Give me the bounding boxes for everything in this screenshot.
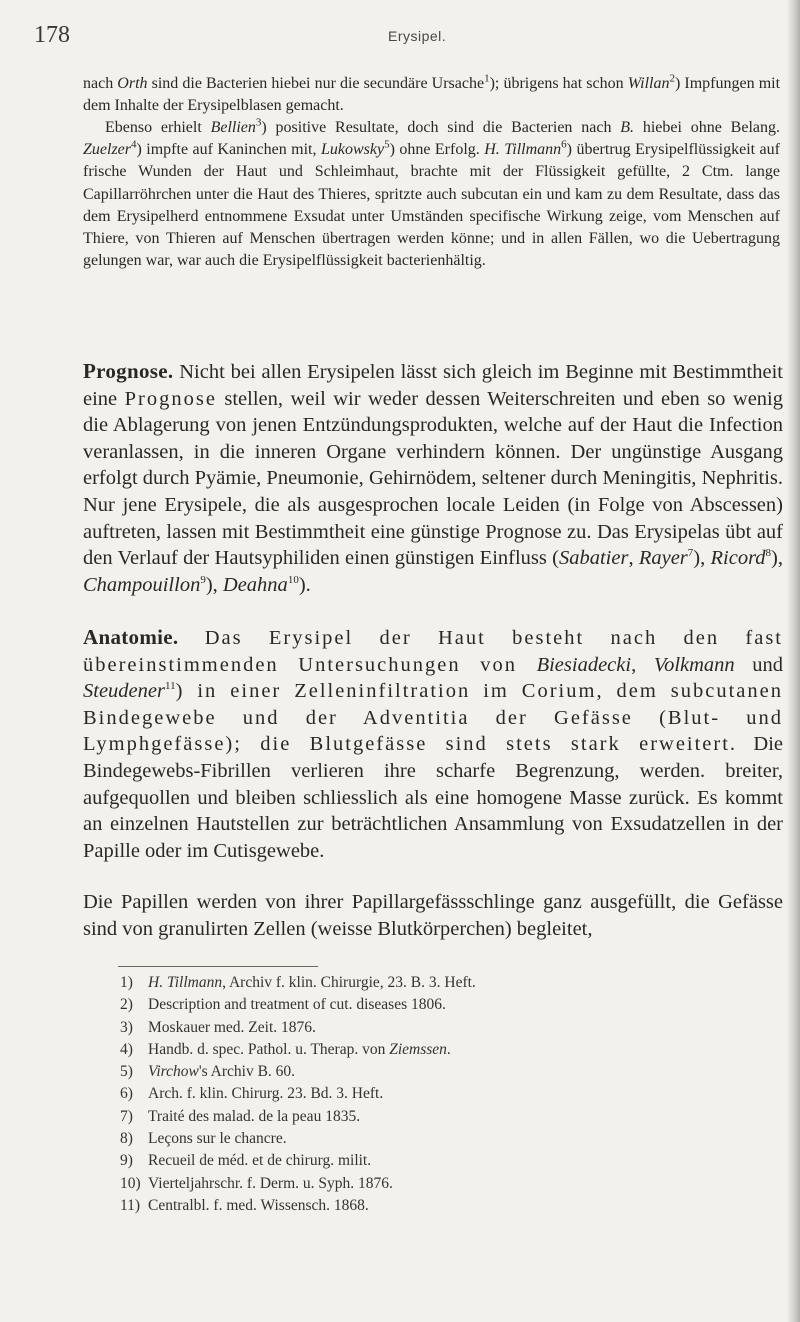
footnote-ref: 8 — [765, 547, 772, 560]
footnote-text: , Archiv f. klin. Chirurgie, 23. B. 3. Heft. — [222, 974, 476, 991]
footnote-ref: 3 — [255, 116, 262, 129]
text: ), — [205, 573, 223, 596]
author-name: Rayer — [638, 547, 688, 570]
footnote-marker: 8) — [120, 1130, 133, 1148]
footnote-marker: 2) — [120, 996, 133, 1014]
footnote-ref: 4 — [131, 138, 137, 151]
section-prognose — [83, 358, 783, 598]
footnote-marker: 11) — [120, 1196, 141, 1214]
footnote — [120, 1128, 740, 1150]
footnote — [120, 1061, 740, 1083]
footnote-text: Handb. d. spec. Pathol. u. Therap. von — [148, 1040, 390, 1058]
footnote — [120, 1173, 740, 1195]
footnote-text: Description and treatment of cut. diseases 1806. — [148, 996, 446, 1014]
author-name: Champouillon — [83, 573, 201, 596]
footnote-ref: 9 — [200, 573, 206, 586]
page-header — [28, 22, 760, 52]
footnote — [120, 972, 740, 994]
page-number: 178 — [34, 22, 70, 48]
footnote — [120, 994, 740, 1016]
author-name: H. Tillmann — [148, 974, 223, 991]
footnote — [120, 1083, 740, 1105]
footnote-text: . — [446, 1040, 451, 1058]
text: ) positive Resultate, doch sind die Bacterien nach — [261, 119, 621, 136]
author-name: Orth — [117, 75, 148, 92]
author-name: Lukowsky — [320, 141, 385, 159]
author-name: Ziemssen — [389, 1040, 447, 1058]
footnote — [120, 1150, 740, 1172]
text: ), — [771, 547, 783, 570]
page-edge-shadow — [786, 0, 800, 1322]
footnote-ref: 5 — [384, 138, 390, 151]
footnote-text: Moskauer med. Zeit. 1876. — [148, 1018, 316, 1036]
footnote-marker: 3) — [120, 1018, 133, 1036]
footnote-text: Recueil de méd. et de chirurg. milit. — [148, 1152, 372, 1170]
footnote — [120, 1106, 740, 1128]
footnote-ref: 7 — [687, 547, 694, 560]
author-name: Volkmann — [653, 653, 735, 676]
footnote-text: Traité des malad. de la peau 1835. — [148, 1107, 361, 1125]
text: ) ohne Erfolg. — [389, 141, 485, 159]
paragraph-carryover — [83, 73, 780, 117]
text: , — [628, 547, 639, 570]
text: , — [631, 653, 654, 676]
footnote-ref: 10 — [287, 573, 299, 586]
author-name: Ricord — [710, 547, 766, 570]
text: ) Impfungen mit dem Inhalte der Erysipelblasen gemacht. — [83, 75, 781, 115]
footnote-text: Arch. f. klin. Chirurg. 23. Bd. 3. Heft. — [148, 1085, 384, 1103]
footnote-ref: 1 — [484, 72, 490, 85]
footnote-marker: 5) — [120, 1063, 133, 1081]
footnote-marker: 4) — [120, 1040, 133, 1058]
author-name: Steudener — [83, 680, 165, 703]
footnote-marker: 9) — [120, 1152, 133, 1170]
text: sind die Bacterien hiebei nur die secundäre Ursache — [147, 75, 485, 92]
spaced-term: Prognose — [124, 387, 217, 410]
footnote — [120, 1039, 740, 1061]
author-name: Willan — [627, 75, 670, 92]
footnote-marker: 7) — [120, 1107, 133, 1125]
footnote-text: 's Archiv B. 60. — [198, 1063, 296, 1081]
author-name: Biesiadecki — [536, 653, 632, 676]
text: und — [734, 653, 784, 676]
text: ). — [298, 573, 311, 596]
footnote-marker: 6) — [120, 1085, 133, 1103]
footnotes — [120, 972, 740, 1217]
footnote — [120, 1017, 740, 1039]
text: hiebei ohne Belang. — [634, 119, 780, 136]
spaced-text: ) in einer Zelleninfiltration im Corium, dem subcutanen Bindegewebe und der Adventitia der Gefässe (Blut- und Lymphgefässe); die Blutgefässe sind stets stark erweitert. — [83, 680, 783, 756]
footnote-text: Leçons sur le chancre. — [148, 1130, 287, 1148]
author-name: B. — [620, 119, 635, 136]
paragraph-bellien — [83, 117, 780, 272]
footnote-rule — [118, 966, 318, 967]
footnote-ref: 2 — [669, 72, 675, 85]
text: stellen, weil wir weder dessen Weiterschreiten und eben so wenig die Ablagerung von jenen Entzündungsprodukten, welche auf der Haut die Infection veranlassen, in die inneren Organe verhindern können. Der ungünstige Ausgang erfolgt durch Pyämie, Pneumonie, Gehirnödem, seltener durch Meningitis, Nephritis. Nur jene Erysipele, die als ausgesprochen locale Leiden (in Folge von Abscessen) auftreten, lassen mit Bestimmtheit eine günstige Prognose zu. Das Erysipelas übt auf den Verlauf der Hautsyphiliden einen günstigen Einfluss ( — [83, 387, 783, 570]
footnote — [120, 1195, 740, 1217]
author-name: Sabatier — [558, 547, 629, 570]
author-name: Zuelzer — [83, 141, 131, 159]
author-name: H. Tillmann — [484, 141, 562, 159]
text: Die Bindegewebs-Fibrillen verlieren ihre scharfe Begrenzung, werden. breiter, aufgequollen und bleiben schliesslich als eine homogene Masse zurück. Es kommt an einzelnen Hautstellen zur beträchtlichen Ansammlung von Exsudatzellen in der Papille oder im Cutisgewebe. — [83, 733, 783, 862]
author-name: Bellien — [210, 119, 256, 136]
text: ); übrigens hat schon — [489, 75, 628, 92]
text: nach — [83, 75, 118, 92]
section-anatomie — [83, 624, 783, 864]
footnote-marker: 10) — [120, 1174, 141, 1192]
text: Ebenso erhielt — [105, 119, 211, 136]
text: ) übertrug Erysipelflüssigkeit auf frische Wunden der Haut und Schleimhaut, brachte mit der Flüssigkeit gefüllte, 2 Ctm. lange Capillarröhrchen unter die Haut des Thieres, spritzte auch subcutan ein und kam zu dem Resultate, dass das dem Erysipelherd entnommene Exsudat unter Umständen specifische Wirkung zeige, vom Menschen auf Thiere, von Thieren auf Menschen übertragen werden könne; und in allen Fällen, wo die Uebertragung gelungen war, war auch die Erysipelflüssigkeit bacterienhältig. — [83, 141, 780, 270]
author-name: Deahna — [222, 573, 288, 596]
footnote-marker: 1) — [120, 974, 133, 991]
paragraph-papillen: Die Papillen werden von ihrer Papillargefässschlinge ganz ausgefüllt, die Gefässe sind von granulirten Zellen (weisse Blutkörperchen) begleitet, — [83, 891, 783, 940]
running-title: Erysipel. — [388, 28, 447, 44]
footnote-ref: 11 — [164, 680, 176, 693]
spaced-text: Das Erysipel der Haut besteht nach den fast übereinstimmenden Untersuchungen von — [83, 627, 783, 676]
footnote-text: Vierteljahrschr. f. Derm. u. Syph. 1876. — [148, 1174, 393, 1192]
text: Nicht bei allen Erysipelen lässt sich gleich im Beginne mit Bestimmtheit eine — [83, 361, 783, 410]
text: ) impfte auf Kaninchen mit, — [136, 141, 321, 159]
text: ), — [693, 547, 711, 570]
author-name: Virchow — [148, 1063, 199, 1081]
section-heading: Prognose. — [83, 359, 174, 383]
footnote-text: Centralbl. f. med. Wissensch. 1868. — [148, 1196, 369, 1214]
footnote-ref: 6 — [561, 138, 567, 151]
section-heading: Anatomie. — [83, 625, 179, 649]
